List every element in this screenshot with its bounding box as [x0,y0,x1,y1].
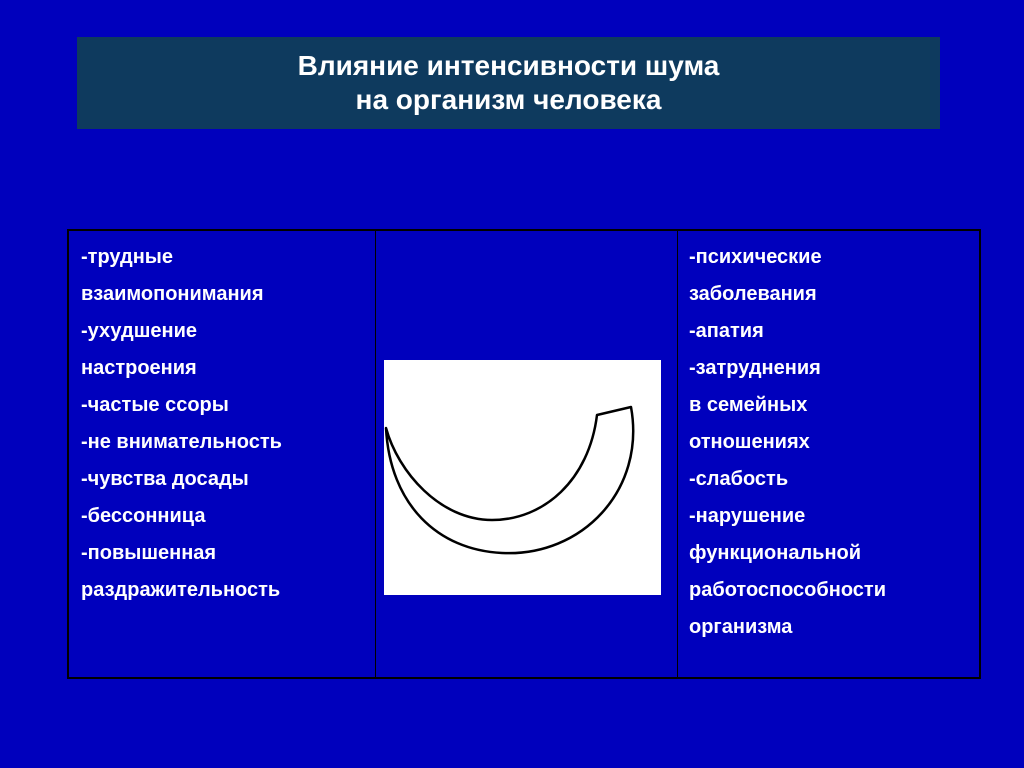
page-title-line-2: на организм человека [355,84,662,115]
crescent-picture [384,360,661,595]
list-item: -не внимательность [81,431,282,453]
list-item: работоспособности [689,579,886,601]
list-item: организма [689,616,793,638]
title-box [77,37,940,129]
effects-table [67,229,981,679]
middle-column [376,231,678,677]
right-column [678,231,979,677]
list-item: -затруднения [689,357,821,379]
list-item: -повышенная [81,542,217,564]
list-item: раздражительность [81,579,281,601]
list-item: -трудные [81,246,174,268]
list-item: -ухудшение [81,320,198,342]
list-item: отношениях [689,431,810,453]
list-item: функциональной [689,542,862,564]
crescent-outline-icon [384,360,661,595]
list-item: в семейных [689,394,808,416]
list-item: взаимопонимания [81,283,264,305]
list-item: -частые ссоры [81,394,229,416]
page-title-line-1: Влияние интенсивности шума [297,50,720,81]
list-item: -слабость [689,468,789,490]
list-item: -бессонница [81,505,206,527]
list-item: -апатия [689,320,764,342]
list-item: -нарушение [689,505,806,527]
left-column [69,231,376,677]
list-item: заболевания [689,283,817,305]
list-item: настроения [81,357,197,379]
list-item: -чувства досады [81,468,249,490]
list-item: -психические [689,246,822,268]
